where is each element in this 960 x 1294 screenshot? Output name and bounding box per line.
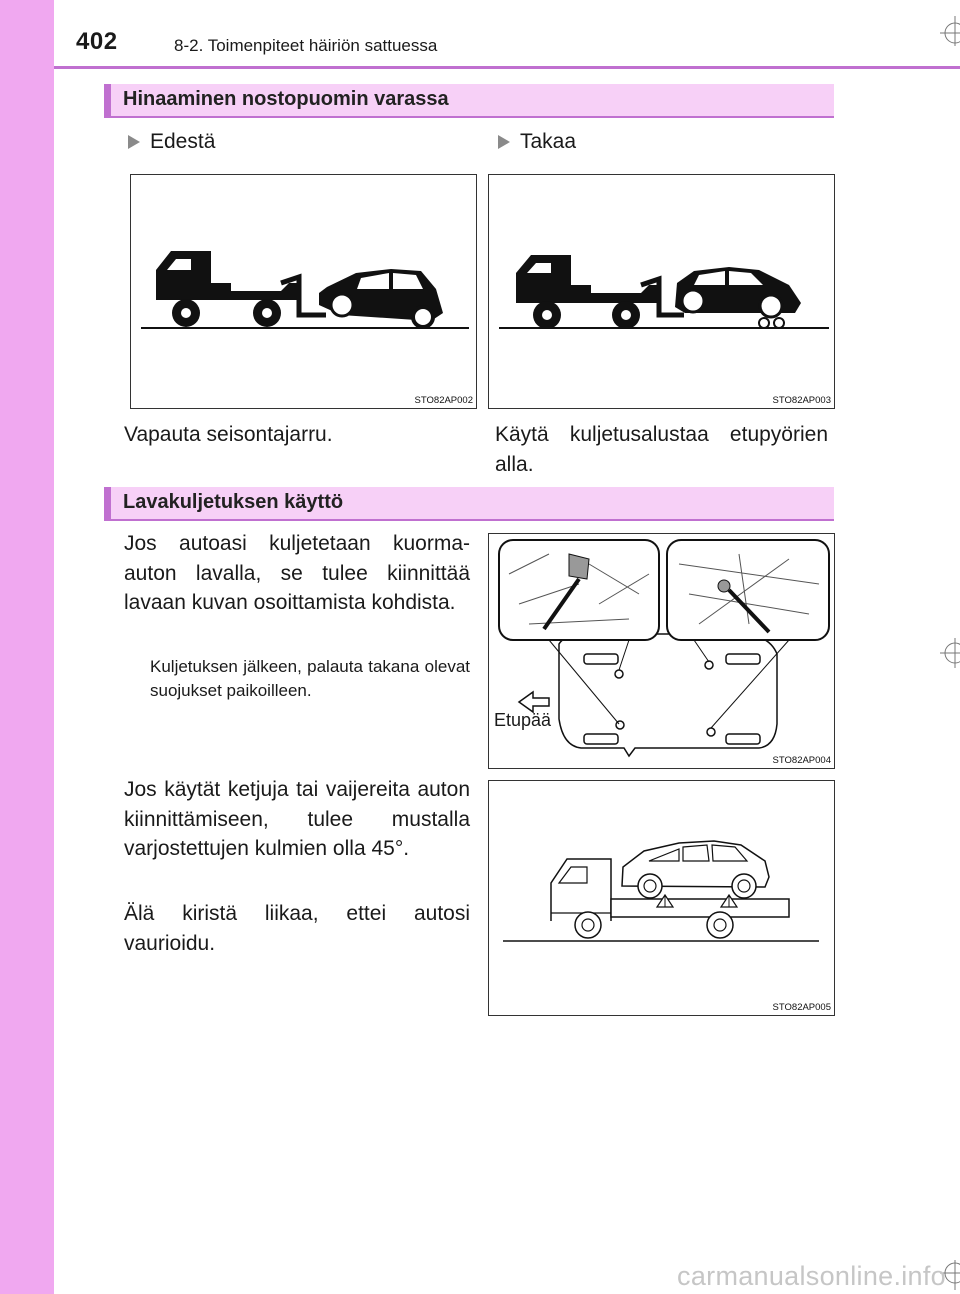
figure-flatbed-truck <box>488 780 835 1016</box>
figure-code: STO82AP005 <box>772 1002 831 1013</box>
tow-truck-rear-illustration <box>489 175 834 408</box>
figure-code: STO82AP004 <box>772 755 831 766</box>
figure-tow-rear <box>488 174 835 409</box>
section-heading-flatbed: Lavakuljetuksen käyttö <box>104 487 834 521</box>
side-color-strip <box>0 0 54 1294</box>
figure-code: STO82AP003 <box>772 395 831 406</box>
triangle-bullet-icon <box>498 135 510 149</box>
caption-front: Vapauta seisontajarru. <box>124 423 333 446</box>
watermark: carmanualsonline.info <box>677 1261 946 1291</box>
triangle-bullet-icon <box>128 135 140 149</box>
paragraph-overtighten: Älä kiristä liikaa, ettei autosi vaurioidu. <box>124 902 470 955</box>
subheading-rear <box>498 130 576 154</box>
figure-code: STO82AP002 <box>414 395 473 406</box>
page-number: 402 <box>76 28 118 55</box>
subheading-front-label: Edestä <box>150 130 216 153</box>
figure-tie-down-points <box>488 533 835 769</box>
tow-truck-front-illustration <box>131 175 476 408</box>
tie-down-points-illustration <box>489 534 834 768</box>
header-rule <box>54 66 960 69</box>
paragraph-chains: Jos käytät ketjuja tai vaijereita auton kiinnittämiseen, tulee mustalla varjostettujen kulmien olla 45°. <box>124 778 470 860</box>
front-direction-label: Etupää <box>494 710 552 730</box>
caption-rear: Käytä kuljetusalustaa etupyörien alla. <box>495 423 828 476</box>
subheading-rear-label: Takaa <box>520 130 577 153</box>
figure-tow-front <box>130 174 477 409</box>
subheading-front <box>128 130 215 154</box>
note-covers: Kuljetuksen jälkeen, palauta takana olevat suojukset paikoilleen. <box>150 657 470 700</box>
registration-mark-icon <box>938 16 960 46</box>
flatbed-truck-illustration <box>489 781 834 1015</box>
chapter-title: 8-2. Toimenpiteet häiriön sattuessa <box>174 36 438 55</box>
paragraph-flatbed: Jos autoasi kuljetetaan kuorma-auton lavalla, se tulee kiinnittää lavaan kuvan osoittamista kohdista. <box>124 532 470 614</box>
registration-mark-icon <box>938 638 960 668</box>
section-heading-towing: Hinaaminen nostopuomin varassa <box>104 84 834 118</box>
